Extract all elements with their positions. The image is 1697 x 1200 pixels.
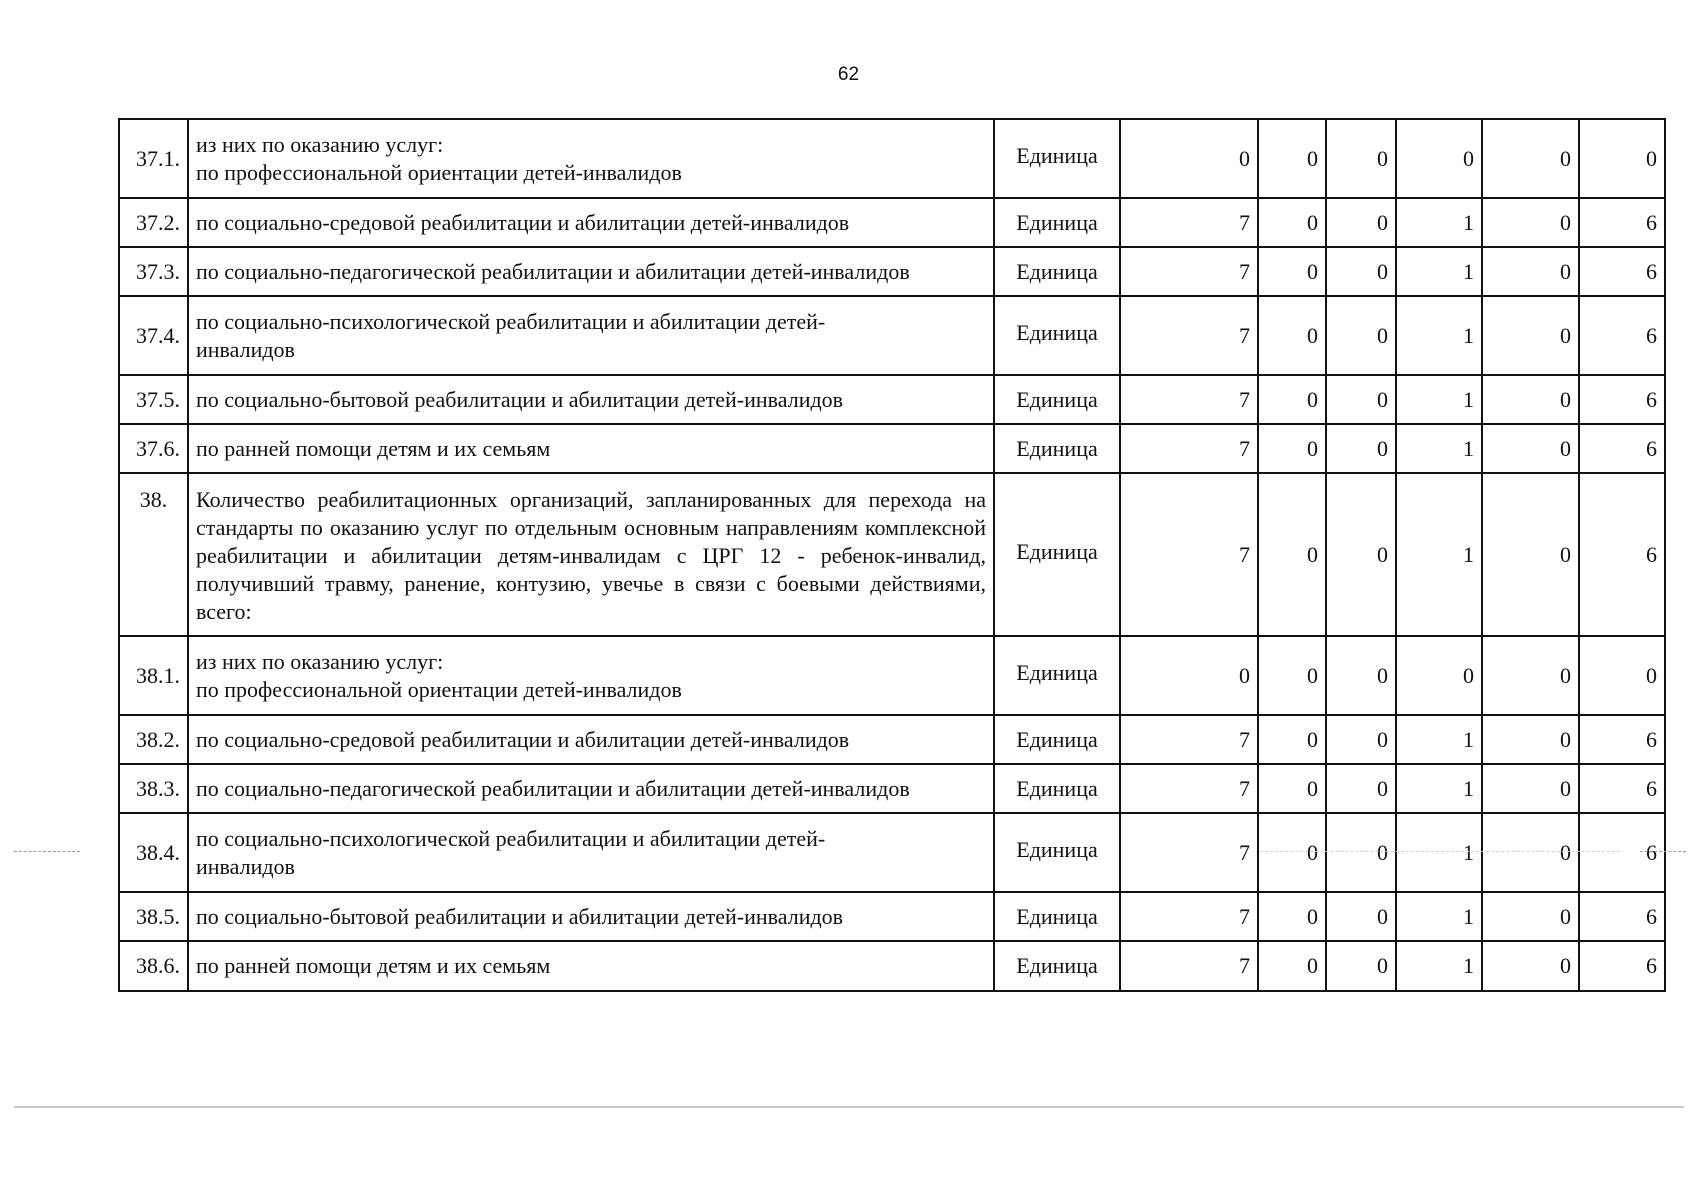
value-cell: 6 xyxy=(1579,715,1665,764)
value-cell: 1 xyxy=(1396,715,1482,764)
value-cell: 7 xyxy=(1120,198,1258,247)
value-cell: 7 xyxy=(1120,941,1258,991)
row-description xyxy=(188,473,994,636)
row-unit: Единица xyxy=(994,375,1120,424)
row-number: 38.2. xyxy=(119,715,188,764)
description-line: по социально-психологической реабилитации и абилитации детей- xyxy=(196,308,826,334)
table-row xyxy=(119,198,1665,247)
value-cell: 0 xyxy=(1482,941,1579,991)
description-line: по социально-бытовой реабилитации и абилитации детей-инвалидов xyxy=(196,386,844,412)
value-cell: 0 xyxy=(1258,473,1326,636)
value-cell: 0 xyxy=(1482,892,1579,941)
value-cell: 1 xyxy=(1396,375,1482,424)
value-cell: 0 xyxy=(1482,636,1579,715)
value-cell: 0 xyxy=(1258,892,1326,941)
description-line: по социально-средовой реабилитации и абилитации детей-инвалидов xyxy=(196,209,850,235)
value-cell: 0 xyxy=(1326,473,1396,636)
value-cell: 0 xyxy=(1258,119,1326,198)
value-cell: 1 xyxy=(1396,813,1482,892)
value-cell: 6 xyxy=(1579,198,1665,247)
value-cell: 7 xyxy=(1120,473,1258,636)
value-cell: 0 xyxy=(1258,941,1326,991)
row-unit: Единица xyxy=(994,764,1120,813)
row-unit: Единица xyxy=(994,198,1120,247)
table-row xyxy=(119,813,1665,892)
row-number: 38.3. xyxy=(119,764,188,813)
description-line: по профессиональной ориентации детей-инвалидов xyxy=(196,676,682,702)
value-cell: 6 xyxy=(1579,424,1665,473)
value-cell: 0 xyxy=(1482,715,1579,764)
row-unit: Единица xyxy=(994,424,1120,473)
scan-dash-left xyxy=(14,851,80,852)
value-cell: 7 xyxy=(1120,715,1258,764)
value-cell: 0 xyxy=(1258,764,1326,813)
row-unit: Единица xyxy=(994,473,1120,636)
value-cell: 0 xyxy=(1326,941,1396,991)
description-line: из них по оказанию услуг: xyxy=(196,648,444,674)
description-line: по социально-психологической реабилитации и абилитации детей- xyxy=(196,825,826,851)
value-cell: 6 xyxy=(1579,892,1665,941)
description-line: по ранней помощи детям и их семьям xyxy=(196,435,551,461)
value-cell: 0 xyxy=(1326,764,1396,813)
row-description xyxy=(188,296,994,375)
value-cell: 7 xyxy=(1120,247,1258,296)
value-cell: 0 xyxy=(1482,198,1579,247)
description-line: из них по оказанию услуг: xyxy=(196,131,444,157)
table-row xyxy=(119,764,1665,813)
value-cell: 0 xyxy=(1326,375,1396,424)
description-line: инвалидов xyxy=(196,336,295,362)
page-number: 62 xyxy=(837,64,860,85)
row-description xyxy=(188,764,994,813)
value-cell: 6 xyxy=(1579,813,1665,892)
value-cell: 0 xyxy=(1326,892,1396,941)
value-cell: 0 xyxy=(1326,424,1396,473)
row-description xyxy=(188,715,994,764)
value-cell: 1 xyxy=(1396,296,1482,375)
value-cell: 0 xyxy=(1258,424,1326,473)
row-description xyxy=(188,892,994,941)
value-cell: 0 xyxy=(1258,813,1326,892)
value-cell: 6 xyxy=(1579,473,1665,636)
scan-dash-mid xyxy=(1260,851,1620,852)
value-cell: 0 xyxy=(1326,198,1396,247)
table-row xyxy=(119,941,1665,991)
row-number: 38.6. xyxy=(119,941,188,991)
row-description xyxy=(188,424,994,473)
row-unit: Единица xyxy=(994,892,1120,941)
table-row xyxy=(119,715,1665,764)
description-line: инвалидов xyxy=(196,853,295,879)
description-line: по социально-педагогической реабилитации и абилитации детей-инвалидов xyxy=(196,258,910,284)
row-unit: Единица xyxy=(994,636,1120,715)
value-cell: 7 xyxy=(1120,375,1258,424)
row-number: 37.1. xyxy=(119,119,188,198)
row-number: 37.2. xyxy=(119,198,188,247)
table-row xyxy=(119,424,1665,473)
description-line: по социально-бытовой реабилитации и абилитации детей-инвалидов xyxy=(196,903,844,929)
value-cell: 0 xyxy=(1258,636,1326,715)
value-cell: 0 xyxy=(1258,247,1326,296)
value-cell: 0 xyxy=(1396,636,1482,715)
value-cell: 0 xyxy=(1326,715,1396,764)
description-line: по социально-педагогической реабилитации и абилитации детей-инвалидов xyxy=(196,775,910,801)
value-cell: 6 xyxy=(1579,941,1665,991)
description-line: по профессиональной ориентации детей-инвалидов xyxy=(196,159,682,185)
value-cell: 6 xyxy=(1579,296,1665,375)
value-cell: 0 xyxy=(1396,119,1482,198)
row-number: 38. xyxy=(119,473,188,636)
indicators-table xyxy=(118,118,1666,992)
description-line: по ранней помощи детям и их семьям xyxy=(196,953,551,978)
value-cell: 1 xyxy=(1396,424,1482,473)
table-row xyxy=(119,636,1665,715)
row-number: 37.6. xyxy=(119,424,188,473)
row-description xyxy=(188,941,994,991)
value-cell: 1 xyxy=(1396,247,1482,296)
value-cell: 0 xyxy=(1482,813,1579,892)
description-line: Количество реабилитационных организаций, запланированных для перехода на стандарты по оказанию услуг по отдельным основным направлениям комплексной реабилитации и абилитации детям-инвалидам с ЦРГ 12 - ребенок-инвалид, получивший травму, ранение, контузию, увечье в связи с боевыми действиями, всего: xyxy=(196,487,986,624)
row-number: 37.4. xyxy=(119,296,188,375)
table-row xyxy=(119,119,1665,198)
table-row xyxy=(119,375,1665,424)
row-description xyxy=(188,198,994,247)
value-cell: 6 xyxy=(1579,764,1665,813)
scan-dash-right xyxy=(1640,851,1686,852)
value-cell: 7 xyxy=(1120,764,1258,813)
value-cell: 0 xyxy=(1326,813,1396,892)
value-cell: 1 xyxy=(1396,764,1482,813)
row-unit: Единица xyxy=(994,247,1120,296)
value-cell: 7 xyxy=(1120,296,1258,375)
value-cell: 1 xyxy=(1396,941,1482,991)
value-cell: 0 xyxy=(1482,764,1579,813)
value-cell: 0 xyxy=(1258,198,1326,247)
value-cell: 0 xyxy=(1482,375,1579,424)
value-cell: 6 xyxy=(1579,375,1665,424)
row-description xyxy=(188,247,994,296)
table-row xyxy=(119,247,1665,296)
table-row xyxy=(119,892,1665,941)
value-cell: 0 xyxy=(1120,636,1258,715)
value-cell: 0 xyxy=(1326,247,1396,296)
value-cell: 7 xyxy=(1120,813,1258,892)
description-line: по социально-средовой реабилитации и абилитации детей-инвалидов xyxy=(196,726,850,752)
value-cell: 0 xyxy=(1482,424,1579,473)
value-cell: 0 xyxy=(1258,715,1326,764)
value-cell: 7 xyxy=(1120,424,1258,473)
value-cell: 1 xyxy=(1396,473,1482,636)
value-cell: 0 xyxy=(1258,375,1326,424)
value-cell: 0 xyxy=(1579,636,1665,715)
row-number: 38.5. xyxy=(119,892,188,941)
row-unit: Единица xyxy=(994,941,1120,991)
row-description xyxy=(188,636,994,715)
row-number: 37.3. xyxy=(119,247,188,296)
table-row xyxy=(119,296,1665,375)
row-description xyxy=(188,119,994,198)
row-unit: Единица xyxy=(994,296,1120,375)
value-cell: 0 xyxy=(1326,636,1396,715)
value-cell: 7 xyxy=(1120,892,1258,941)
page-bottom-rule xyxy=(14,1106,1684,1108)
value-cell: 0 xyxy=(1579,119,1665,198)
value-cell: 0 xyxy=(1482,473,1579,636)
value-cell: 0 xyxy=(1120,119,1258,198)
value-cell: 1 xyxy=(1396,198,1482,247)
row-unit: Единица xyxy=(994,813,1120,892)
value-cell: 0 xyxy=(1482,119,1579,198)
value-cell: 1 xyxy=(1396,892,1482,941)
row-number: 38.4. xyxy=(119,813,188,892)
value-cell: 0 xyxy=(1258,296,1326,375)
row-unit: Единица xyxy=(994,715,1120,764)
row-number: 38.1. xyxy=(119,636,188,715)
table-row xyxy=(119,473,1665,636)
row-unit: Единица xyxy=(994,119,1120,198)
value-cell: 0 xyxy=(1326,119,1396,198)
row-description xyxy=(188,813,994,892)
row-description xyxy=(188,375,994,424)
value-cell: 0 xyxy=(1482,247,1579,296)
value-cell: 0 xyxy=(1482,296,1579,375)
value-cell: 0 xyxy=(1326,296,1396,375)
row-number: 37.5. xyxy=(119,375,188,424)
value-cell: 6 xyxy=(1579,247,1665,296)
